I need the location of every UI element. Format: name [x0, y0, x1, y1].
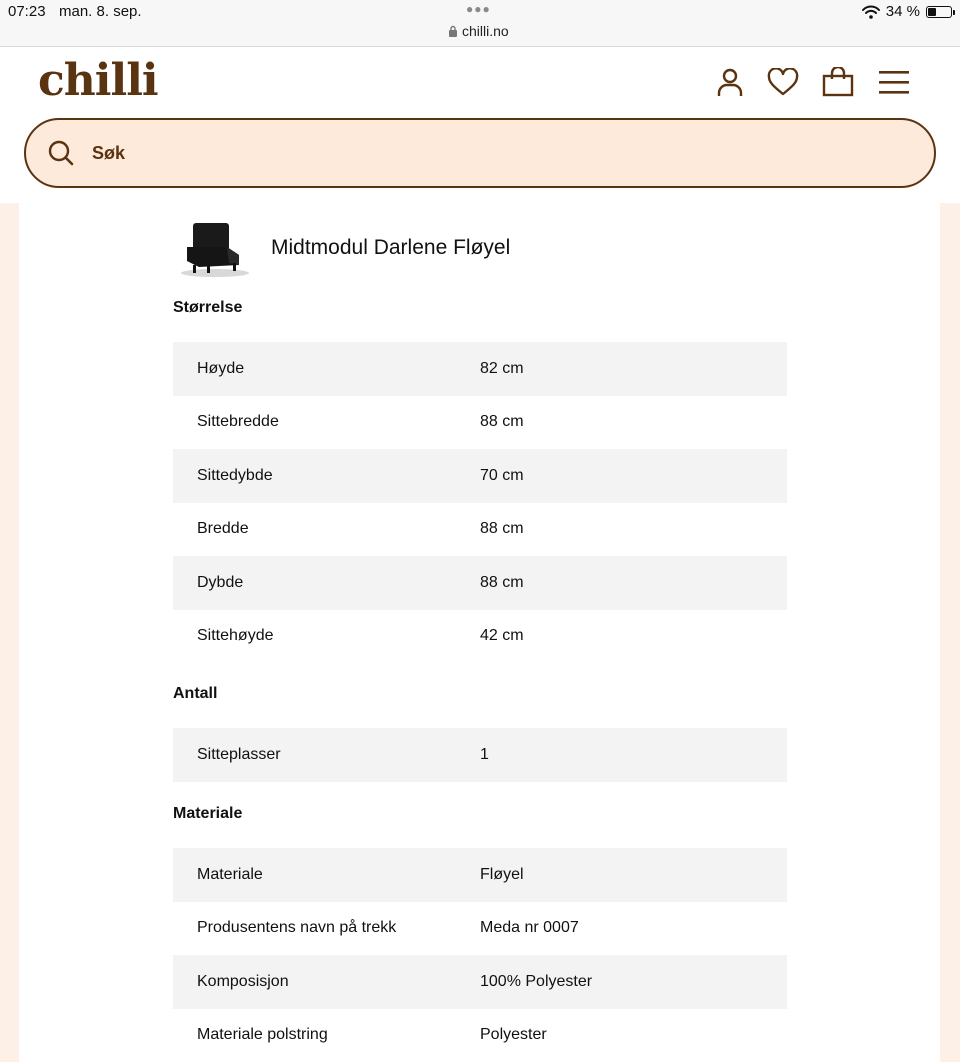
url-text: chilli.no: [462, 23, 509, 39]
spec-label: Sittebredde: [197, 413, 279, 431]
spec-label: Materiale polstring: [197, 1026, 328, 1044]
spec-label: Produsentens navn på trekk: [197, 919, 397, 937]
address-bar[interactable]: [448, 23, 509, 39]
spec-value: Fløyel: [480, 865, 524, 883]
shopping-bag-icon[interactable]: [821, 65, 855, 99]
section-title: Antall: [173, 685, 218, 702]
spec-value: 88 cm: [480, 413, 524, 431]
status-time: 07:23: [8, 3, 46, 20]
table-row: [173, 955, 787, 1009]
spec-table-material: [173, 848, 787, 1062]
spec-label: Bredde: [197, 520, 249, 538]
product-name: Midtmodul Darlene Fløyel: [271, 236, 511, 259]
spec-value: 82 cm: [480, 359, 524, 377]
product-header: [173, 217, 510, 279]
table-row: [173, 728, 787, 782]
heart-icon[interactable]: [766, 65, 800, 99]
battery-percent: 34 %: [885, 3, 920, 20]
search-icon: [48, 140, 74, 166]
status-right: [862, 3, 952, 20]
spec-value: 100% Polyester: [480, 972, 593, 990]
spec-value: Meda nr 0007: [480, 919, 579, 937]
site-header: [0, 47, 960, 203]
spec-label: Materiale: [197, 865, 263, 883]
spec-value: 88 cm: [480, 573, 524, 591]
table-row: [173, 902, 787, 956]
spec-label: Komposisjon: [197, 972, 289, 990]
spec-table-count: [173, 728, 787, 782]
search-input[interactable]: [90, 142, 854, 165]
product-spec-panel: [19, 203, 940, 1062]
logo[interactable]: chilli: [38, 55, 158, 106]
table-row: [173, 848, 787, 902]
status-bar: [0, 0, 960, 47]
spec-label: Høyde: [197, 359, 245, 377]
spec-table-size: [173, 342, 787, 663]
lock-icon: [448, 25, 458, 37]
section-title: Størrelse: [173, 299, 243, 316]
spec-label: Sittehøyde: [197, 627, 274, 645]
table-row: [173, 449, 787, 503]
battery-fill: [928, 8, 936, 16]
user-icon[interactable]: [713, 65, 747, 99]
product-thumbnail[interactable]: [173, 217, 255, 279]
spec-value: Polyester: [480, 1026, 547, 1044]
table-row: [173, 610, 787, 664]
wifi-icon: [862, 5, 880, 19]
spec-value: 42 cm: [480, 627, 524, 645]
battery-icon: [926, 6, 952, 18]
spec-value: 70 cm: [480, 466, 524, 484]
status-date: man. 8. sep.: [59, 3, 142, 20]
table-row: [173, 396, 787, 450]
table-row: [173, 503, 787, 557]
spec-value: 1: [480, 745, 489, 763]
spec-value: 88 cm: [480, 520, 524, 538]
table-row: [173, 342, 787, 396]
more-dots-icon[interactable]: ●●●: [466, 2, 491, 16]
spec-label: Dybde: [197, 573, 244, 591]
table-row: [173, 1009, 787, 1062]
search-bar[interactable]: [24, 118, 936, 188]
spec-label: Sittedybde: [197, 466, 273, 484]
spec-label: Sitteplasser: [197, 745, 281, 763]
section-title: Materiale: [173, 805, 243, 822]
menu-icon[interactable]: [877, 65, 911, 99]
table-row: [173, 556, 787, 610]
